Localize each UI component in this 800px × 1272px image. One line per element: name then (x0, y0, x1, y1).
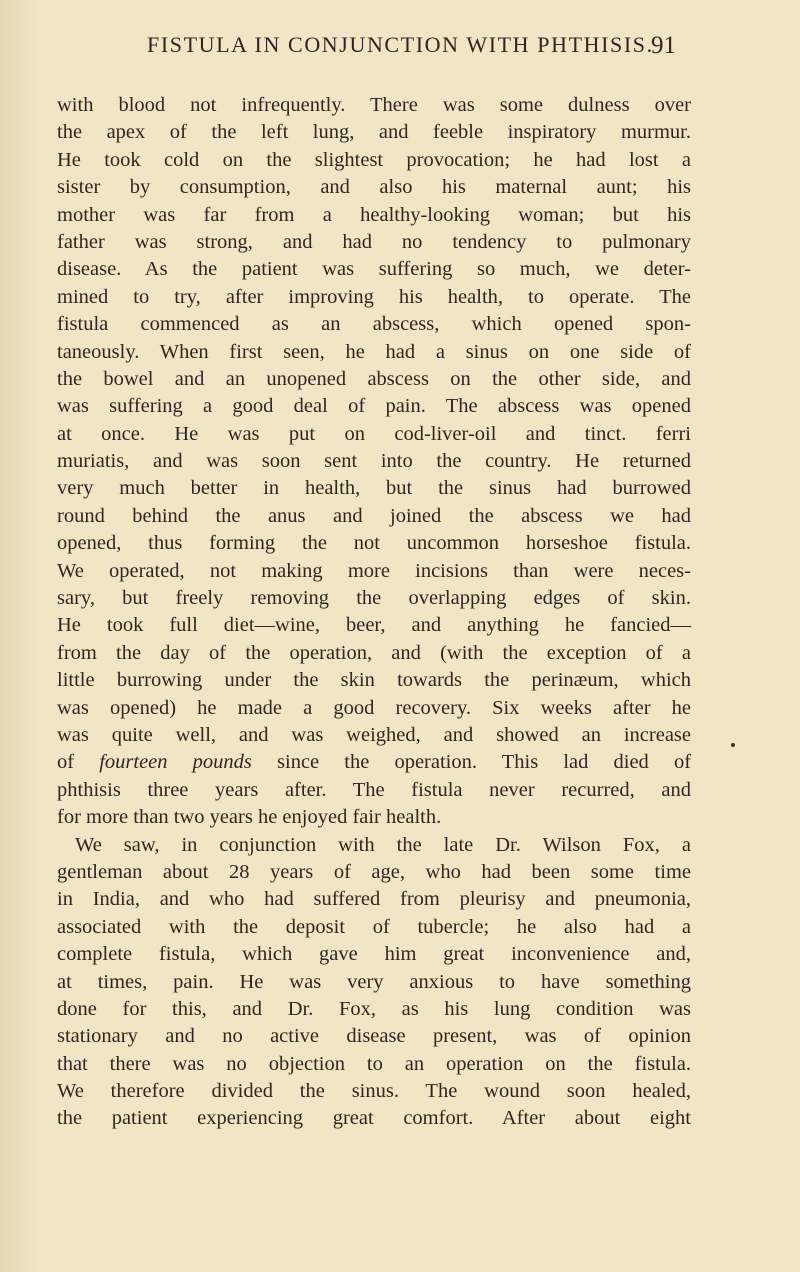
text-line: disease. As the patient was suffering so much, we deter- (57, 258, 691, 281)
text-line: opened, thus forming the not uncommon horseshoe fistula. (57, 532, 691, 555)
text-line: round behind the anus and joined the abscess we had (57, 504, 691, 527)
running-head: FISTULA IN CONJUNCTION WITH PHTHISIS. (147, 32, 654, 57)
body-text (57, 92, 691, 1133)
text-line: complete fistula, which gave him great inconvenience and, (57, 943, 691, 966)
text-line: the patient experiencing great comfort. After about eight (57, 1107, 691, 1130)
text-segment: of (57, 751, 100, 774)
text-line: little burrowing under the skin towards the perinæum, which (57, 669, 691, 692)
text-line: at times, pain. He was very anxious to have something (57, 970, 691, 993)
text-line: fistula commenced as an abscess, which opened spon- (57, 313, 691, 336)
text-line-italic-phrase (57, 749, 691, 776)
text-line: that there was no objection to an operation on the fistula. (57, 1052, 691, 1075)
text-line: muriatis, and was soon sent into the country. He returned (57, 450, 691, 473)
page-header (0, 32, 800, 66)
text-line: mother was far from a healthy-looking woman; but his (57, 203, 691, 226)
text-line: He took full diet—wine, beer, and anything he fancied— (57, 614, 691, 637)
text-line: We operated, not making more incisions than were neces- (57, 559, 691, 582)
text-line: was suffering a good deal of pain. The abscess was opened (57, 395, 691, 418)
text-line: stationary and no active disease present, was of opinion (57, 1025, 691, 1048)
text-segment: since the operation. This lad died of (251, 751, 692, 774)
text-line: father was strong, and had no tendency to pulmonary (57, 230, 691, 253)
ink-speck (731, 743, 735, 747)
text-line: at once. He was put on cod-liver-oil and tinct. ferri (57, 422, 691, 445)
text-line: the apex of the left lung, and feeble inspiratory murmur. (57, 121, 691, 144)
text-line: gentleman about 28 years of age, who had been some time (57, 860, 691, 883)
text-line: We therefore divided the sinus. The wound soon healed, (57, 1080, 691, 1103)
italic-phrase: fourteen pounds (99, 751, 252, 774)
text-line: taneously. When first seen, he had a sinus on one side of (57, 340, 691, 363)
text-line: the bowel and an unopened abscess on the other side, and (57, 367, 691, 390)
paragraph-end-line: for more than two years he enjoyed fair health. (57, 806, 442, 829)
text-line: sister by consumption, and also his maternal aunt; his (57, 176, 691, 199)
text-line: associated with the deposit of tubercle; he also had a (57, 915, 691, 938)
text-line: phthisis three years after. The fistula never recurred, and (57, 778, 691, 801)
text-line: was quite well, and was weighed, and showed an increase (57, 723, 691, 746)
text-line: very much better in health, but the sinus had burrowed (57, 477, 691, 500)
paragraph-start-line: We saw, in conjunction with the late Dr. Wilson Fox, a (75, 833, 691, 856)
page-number: 91 (651, 32, 676, 59)
text-line: was opened) he made a good recovery. Six weeks after he (57, 696, 691, 719)
text-line: He took cold on the slightest provocation; he had lost a (57, 148, 691, 171)
text-line: mined to try, after improving his health, to operate. The (57, 285, 691, 308)
text-line: with blood not infrequently. There was some dulness over (57, 94, 691, 116)
text-line: in India, and who had suffered from pleurisy and pneumonia, (57, 888, 691, 911)
text-line: done for this, and Dr. Fox, as his lung condition was (57, 997, 691, 1020)
text-line: from the day of the operation, and (with the exception of a (57, 641, 691, 664)
text-line: sary, but freely removing the overlapping edges of skin. (57, 587, 691, 610)
